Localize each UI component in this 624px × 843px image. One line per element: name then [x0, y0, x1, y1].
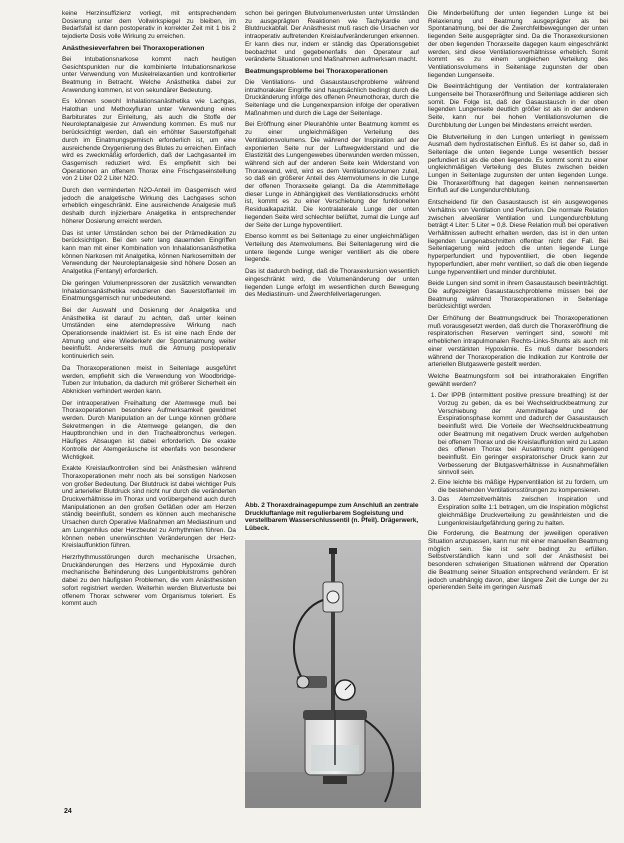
paragraph: Der Erhöhung der Beatmungsdruck bei Thoraxoperationen muß vorausgesetzt werden, daß durch die Thoraxeröffnung die respiratorischen Reserven verringert sind, sowohl mit erheblichen intrapulmonalen Rechts-Links-Shunts als auch mit einer verstärkten Hypoxämie. Es muß daher besonders während der Thoraxoperation die Indikation zur Kontrolle der arteriellen Blutgaswerte gestellt werden.: [428, 315, 608, 369]
paragraph: Exakte Kreislaufkontrollen sind bei Anästhesien während Thoraxoperationen mehr noch als bei sonstigen Narkosen von großer Bedeutung. Der Blutdruck ist dabei wichtiger Puls und arterieller Blutdruck sind nicht nur durch die veränderten Druckverhältnisse im Thorax und vorübergehend auch durch Manipulationen an den großen Gefäßen oder am Herzen ständig beeinflußt, sondern es können auch mechanische Ursachen durch Operative Maßnahmen am Mediastinum und am Lungenhilus oder Herzbeutel zu Arrhythmien führen. Da können neben unerwünschten Veränderungen der Herz-Kreislauffunktion führen.: [62, 465, 236, 550]
paragraph: Das ist unter Umständen schon bei der Prämedikation zu berücksichtigen. Bei den sehr lang dauernden Eingriffen kann man mit einer Kombination von Inhalationsanästhetika können Narkosen mit Analgetika, können Narkosemitteln der Verwendung der Neuroleptanalgesie sind höhere Dosen an Analgetika (Fentanyl) erforderlich.: [62, 229, 236, 276]
paragraph: Bei Eröffnung einer Pleurahöhle unter Beatmung kommt es zu einer ungleichmäßigen Verteilung des Ventilationsvolumens. Die während der Inspiration auf der exponierten Seite nur der Luftwegwiderstand und die Elastizität des Lungengewebes überwunden werden müssen, während sich auf der anderen Seite kein Widerstand von Thoraxwand, wird, wird es dem Ventilationsvolumen zuteil, so daß ein größerer Anteil des Atemvolumens in die Lunge der offenen Thoraxseite gelangt. Da die Atemmittellage dieser Lunge in Abhängigkeit des Ventilationsdrucks erhöht ist, kommt es zu einer Verschiebung der funktionellen Residualkapazität. Die kontralaterale Lunge der unten liegenden Seite wird schlechter belüftet, zumal die Lunge auf der Seite der Lunge hypoventiliert.: [245, 121, 419, 229]
page-number: 24: [64, 808, 72, 815]
paragraph: Der intraoperativen Freihaltung der Atemwege muß bei Thoraxoperationen besondere Aufmerksamkeit gewidmet werden. Durch Manipulation an der Lunge können größere Sekretmengen in die Atemwege gelangen, die den Hauptbronchien und in den Trachealbronchus verlegen. Häufiges Absaugen ist dabei erforderlich. Die exakte Kontrolle der Atemgeräusche ist ebenfalls von besonderer Wichtigkeit.: [62, 399, 236, 461]
figure: [245, 502, 421, 808]
figure-caption: Abb. 2 Thoraxdrainagepumpe zum Anschluß an zentrale Druckluftanlage mit regulierbarem Sogleistung und verstellbarem Wasserschlussentil (n. Pfeil). Drägerwerk, Lübeck.: [245, 502, 419, 533]
paragraph: Da Thoraxoperationen meist in Seitenlage ausgeführt werden, empfiehlt sich die Verwendung von Woodbridge-Tuben zur Intubation, da dadurch mit größerer Sicherheit ein Abknicken verhindert werden kann.: [62, 364, 236, 395]
paragraph: Herzrhythmusstörungen durch mechanische Ursachen, Druckänderungen des Herzens und Hypoxämie durch mechanische Behinderung des Lungenblutstroms gehören dabei zu den häufigsten Problemen, die vom Anästhesisten sofort registriert werden. Weiterhin werden Blutverluste bei offenem Thorax schwerer vom Organismus toleriert. Es kommt auch: [62, 554, 236, 608]
paragraph: keine Herzinsuffizienz vorliegt, mit entsprechendem Dosierung unter dem Vollwirkspiegel zu bleiben, im Bedarfsfall ist dann postoperativ in korrekter Zeit mit 1 bis 2 tejodierte Dosis volle Wirkung zu erreichen.: [62, 10, 236, 41]
paragraph: Bei Intubationsnarkose kommt nach heutigen Gesichtspunkten nur die kombinierte Intubationsnarkose unter Verwendung von Muskelrelaxantien und kontrollierter Beatmung in Betracht. Welche Anästhetika dabei zur Anwendung kommen, ist von sekundärer Bedeutung.: [62, 55, 236, 94]
paragraph: Beide Lungen sind somit in ihrem Gasaustausch beeinträchtigt. Die aufgezeigten Gasaustauschprobleme müssen bei der Beatmung während Thoraxoperationen in Seitenlage berücksichtigt werden.: [428, 280, 608, 311]
paragraph: Die Minderbelüftung der unten liegenden Lunge ist bei Relaxierung und Beatmung ausgeprägter als bei Spontanatmung, bei der die Zwerchfellbewegungen der unten liegenden Seite ausgeprägter sind. Da die Thoraxexkursionen der oben liegenden Thoraxseite dagegen kaum eingeschränkt werden, sind diese Ventilationsverhältnisse erheblich. Somit kommt es zu einem ungleichen Verteilung des Ventilationsvolumens in Seitenlage zugunsten der oben liegenden Lungenseite.: [428, 10, 608, 79]
paragraph: Ebenso kommt es bei Seitenlage zu einer ungleichmäßigen Verteilung des Atemvolumens. Bei Seitenlagerung wird die untere liegende Lunge weniger ventiliert als die obere liegende.: [245, 233, 419, 264]
paragraph: Die Beeinträchtigung der Ventilation der kontralateralen Lungenseite bei Thoraxeröffnung und Seitenlage addieren sich somit. Die Folge ist, daß der Gasaustausch in der oben liegenden Lungenseite deutlich größer ist als in der anderen Seite, kann nur bei hohen Ventilationsvolumen die Durchblutung der Lungen bei Mindestens erreicht werden.: [428, 83, 608, 129]
text-column-right: [428, 10, 608, 825]
paragraph: Die Blutverteilung in den Lungen unterliegt in gewissem Ausmaß dem hydrostatischen Einfluß. Es ist daher so, daß in Seitenlage die unten liegende Lunge wesentlich besser perfundiert ist als die oben liegende. Es kommt somit zu einer ungleichmäßigen Verteilung des Blutes zwischen beiden Lungen in Seitenlage zugunsten der unten liegenden Lunge. Die Thoraxeröffnung hat dagegen keinen nennenswerten Einfluß auf die Lungendurchblutung.: [428, 133, 608, 195]
paragraph: Welche Beatmungsform soll bei intrathorakalen Eingriffen gewählt werden?: [428, 372, 608, 388]
paragraph: Bei der Auswahl und Dosierung der Analgetika und Anästhetika ist darauf zu achten, daß unter keinen Umständen eine atemdepressive Wirkung nach Operationsende inaktiviert ist. Es ist eine nach Ende der Atmung und eine Wiederkehr der Spontanatmung weiter beeinflußt. Andererseits muß die Atmung postoperativ kontinuierlich sein.: [62, 306, 236, 361]
list-item: 1. Der IPPB (intermittent positive pressure breathing) ist der Vorzug zu geben, da es bei Wechseldruckbeatmung zur Verschiebung der Atemmittellage und der Exspirationsphase kommt und dadurch der Gasaustausch beeinflußt wird. Die Vorteile der Wechseldruckbeatmung oder Beatmung mit negativem Druck werden aufgehoben bei offenem Thorax und die Kreislauffunktion wird zu Lasten des offenen Thorax bei Ausatmung nicht genügend beeinflußt. Ein geringer exspiratorischer Druck kann zur Verbesserung der Blutgasverhältnisse in Ausnahmefällen sinnvoll sein.: [438, 392, 608, 477]
numbered-list: [428, 392, 608, 527]
paragraph: Die geringen Volumenpressoren der zusätzlich verwandten Inhalationsanästhetika reduzieren den Sauerstoffanteil im Einatmungsgemisch nur unbedeutend.: [62, 279, 236, 303]
paragraph: schon bei geringen Blutvolumenverlusten unter Umständen zu ausgeprägten Reaktionen wie Tachykardie und Blutdruckabfall. Der Anästhesist muß rasch die Ursachen vor intraoperativ auftretenden Kreislaufveränderungen erkennen. Er kann dies nur, indem er ständig das Operationsgebiet beobachtet und gegebenenfalls den Operateur auf veränderte Situationen und Maßnahmen aufmerksam macht.: [245, 10, 419, 64]
list-item: 3. Das Atemzeitverhältnis zwischen Inspiration und Exspiration sollte 1:1 betragen, um die Inspiration möglichst gleichmäßige Druckverteilung zu gewährleisten und die Lungenkreislaufgefährdung gering zu halten.: [438, 496, 608, 527]
paragraph: Die Forderung, die Beatmung der jeweiligen operativen Situation anzupassen, kann nur mit einer manuellen Beatmung möglich sein. Sie ist sehr bedingt zu erfüllen. Selbstverständlich kann und soll der Anästhesist bei besonderen schwierigen Situationen während der Operation die Beatmung seiner Situation entsprechend verändern. Er ist jedoch unabhängig davon, aber längere Zeit die Lunge der zu operierenden Seite im geringen Ausmaß: [428, 530, 608, 592]
paragraph: Entscheidend für den Gasaustausch ist ein ausgewogenes Verhältnis von Ventilation und Perfusion. Die normale Relation zwischen alveolärer Ventilation und Lungendurchblutung beträgt 4 Liter: 5 Liter = 0,8. Diese Relation muß bei operativen Verhältnissen aufrecht erhalten werden, das ist in den unten liegenden Lungenabschnitten offenbar nicht der Fall. Bei Seitenlagerung wird jedoch die unten liegende Lunge hyperperfundiert und hypoventiliert, die oben liegende hypoperfundiert, aber mehr ventiliert, so daß die oben liegende Lunge hyperventiliert und minder durchblutet.: [428, 199, 608, 276]
section-heading: Anästhesieverfahren bei Thoraxoperationen: [62, 44, 205, 52]
list-item: 2. Eine leichte bis mäßige Hyperventilation ist zu fordern, um die bestehenden Ventilationsstörungen zu kompensieren.: [438, 479, 608, 494]
section-heading: Beatmungsprobleme bei Thoraxoperationen: [245, 67, 388, 75]
drainage-pump-photo: [245, 540, 421, 808]
text-column-middle: [245, 10, 419, 498]
paragraph: Die Ventilations- und Gasaustauschprobleme während intrathorakaler Eingriffe sind hauptsächlich bedingt durch die Druckänderung infolge des offenen Pneumothorax, durch die Seitenlage und die Lungenexpansion infolge der operativen Maßnahmen und durch die Lage der Seitenlage.: [245, 78, 419, 117]
paragraph: Durch den verminderten N2O-Anteil im Gasgemisch wird jedoch die analgetische Wirkung des Lachgases schon erheblich eingeschränkt. Eine ausreichende Analgesie muß deshalb durch injizierbare Analgetika in entsprechender höherer Dosierung erreicht werden.: [62, 187, 236, 225]
text-column-left: [62, 10, 236, 825]
paragraph: Das ist dadurch bedingt, daß die Thoraxexkursion wesentlich eingeschränkt wird, die Volumenänderung der unten liegenden Lunge erfolgt im wesentlichen durch Bewegung des Mediastinum- und Zwerchfellverlagerungen.: [245, 268, 419, 299]
paragraph: Es können sowohl Inhalationsanästhetika wie Lachgas, Halothan und Methoxyfluran unter Verwendung eines Barbiturates zur Einleitung, als auch die Stoffe der Neuroleptanalgesie zur Anwendung kommen. Es muß nur berücksichtigt werden, daß ein erhöhter Sauerstoffgehalt durch im Einatmungsgemisch erforderlich ist, um eine ausreichende Oxygenierung des Blutes zu erreichen. Einfach wird es zweckmäßig erforderlich, daß der Lachgasanteil im Gasgemisch reduziert wird. Es empfiehlt sich bei Operationen an offenem Thorax eine Frischgaseinstellung von 2 Liter O2 2 Liter N2O.: [62, 98, 236, 183]
